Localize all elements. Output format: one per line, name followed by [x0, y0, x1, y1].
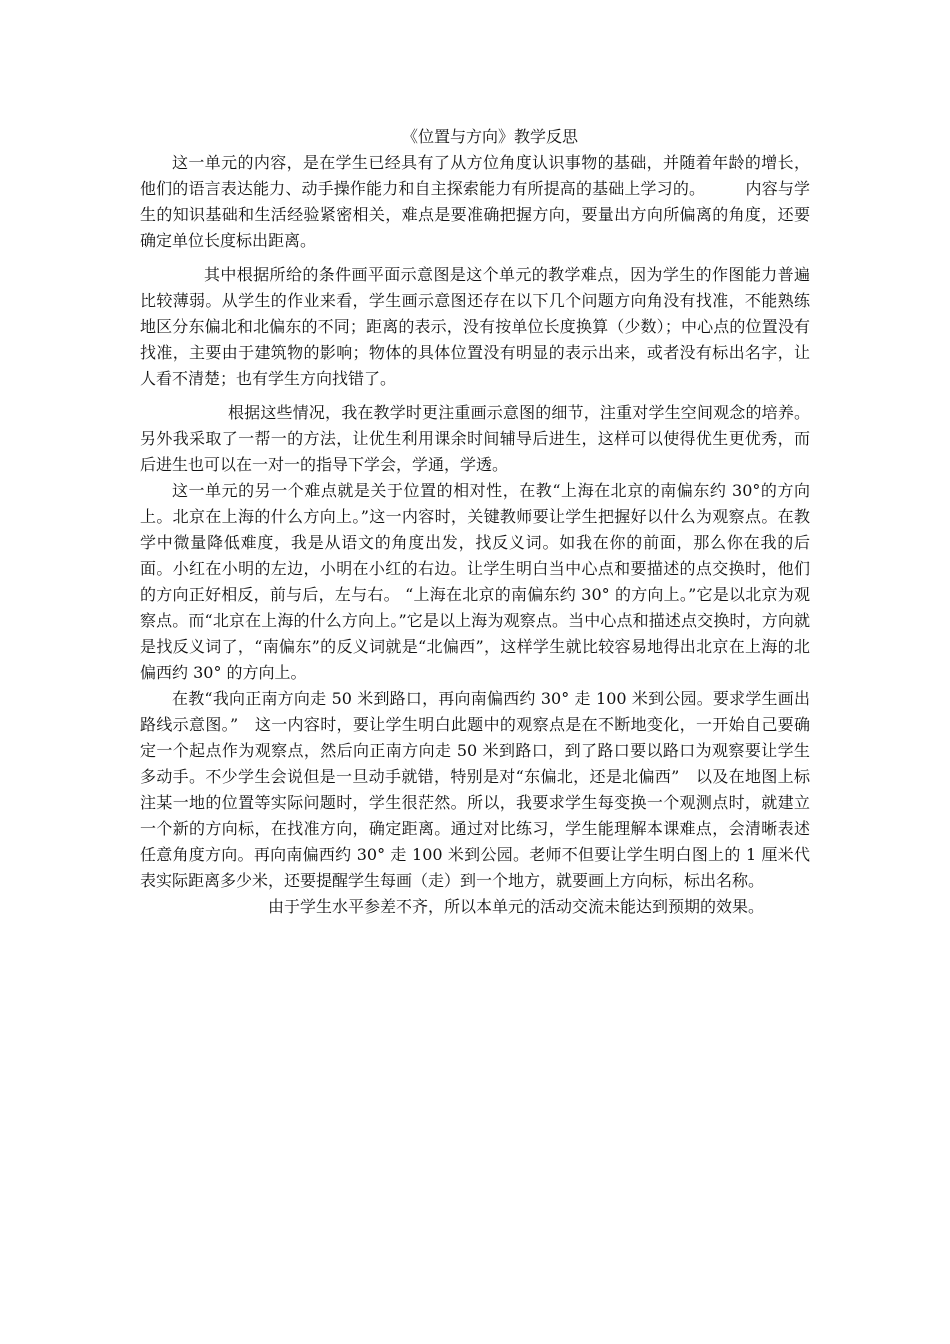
document-title: 《位置与方向》教学反思	[401, 127, 578, 146]
paragraph-intro: 这一单元的内容，是在学生已经具有了从方位角度认识事物的基础，并随着年龄的增长，他们的语言表达能力、动手操作能力和自主探索能力有所提高的基础上学习的。 内容与学生的知识基础和生活经验紧密相关，难点是要准确把握方向，要量出方向所偏离的角度，还要确定单位长度标出距离。	[140, 153, 810, 250]
paragraph-route-example: 在教“我向正南方向走 50 米到路口，再向南偏西约 30° 走 100 米到公园。要求学生画出路线示意图。” 这一内容时，要让学生明白此题中的观察点是在不断地变化，一开始自己要确定一个起点作为观察点，然后向正南方向走 50 米到路口，到了路口要以路口为观察要让学生多动手。不少学生会说但是一旦动手就错，特别是对“东偏北，还是北偏西” 以及在地图上标注某一地的位置等实际问题时，学生很茫然。所以，我要求学生每变换一个观测点时，就建立一个新的方向标，在找准方向，确定距离。通过对比练习，学生能理解本课难点，会清晰表述任意角度方向。再向南偏西约 30° 走 100 米到公园。老师不但要让学生明白图上的 1 厘米代表实际距离多少米，还要提醒学生每画（走）到一个地方，就要画上方向标，标出名称。	[140, 689, 810, 890]
paragraph-conclusion: 由于学生水平参差不齐，所以本单元的活动交流未能达到预期的效果。	[268, 897, 765, 916]
paragraph-method: 根据这些情况，我在教学时更注重画示意图的细节，注重对学生空间观念的培养。另外我采取了一帮一的方法，让优生利用课余时间辅导后进生，这样可以使得优生更优秀，而后进生也可以在一对一的指导下学会，学通，学透。	[140, 403, 810, 474]
document-page	[140, 124, 810, 920]
paragraph-difficulty: 其中根据所给的条件画平面示意图是这个单元的教学难点，因为学生的作图能力普遍比较薄弱。从学生的作业来看，学生画示意图还存在以下几个问题方向角没有找准，不能熟练地区分东偏北和北偏东的不同；距离的表示，没有按单位长度换算（少数）；中心点的位置没有找准，主要由于建筑物的影响；物体的具体位置没有明显的表示出来，或者没有标出名字，让人看不清楚；也有学生方向找错了。	[140, 265, 810, 388]
paragraph-relativity: 这一单元的另一个难点就是关于位置的相对性，在教“上海在北京的南偏东约 30°的方向上。北京在上海的什么方向上。”这一内容时，关键教师要让学生把握好以什么为观察点。在教学中微量降低难度，我是从语文的角度出发，找反义词。如我在你的前面，那么你在我的后面。小红在小明的左边，小明在小红的右边。让学生明白当中心点和要描述的点交换时，他们的方向正好相反，前与后，左与右。 “上海在北京的南偏东约 30° 的方向上。”它是以北京为观察点。而“北京在上海的什么方向上。”它是以上海为观察点。当中心点和描述点交换时，方向就是找反义词了，“南偏东”的反义词就是“北偏西”，这样学生就比较容易地得出北京在上海的北偏西约 30° 的方向上。	[140, 481, 810, 682]
